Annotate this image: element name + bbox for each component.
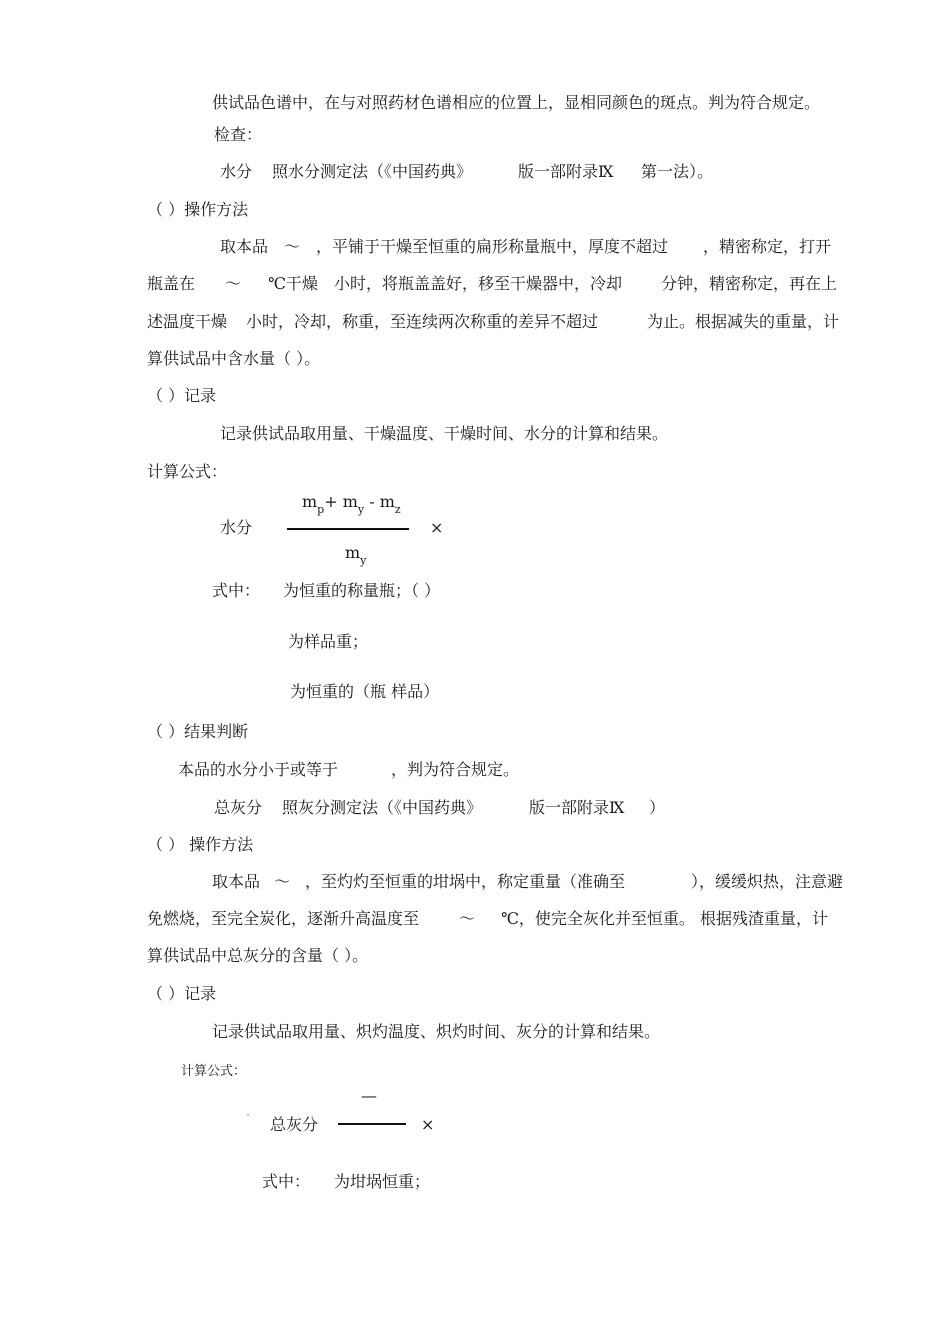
ash-op-line3: 算供试品中总灰分的含量（ ）。 [147,946,369,965]
ash-title: 总灰分 [214,798,263,817]
where-line-3: 为恒重的（瓶 样品） [290,682,440,701]
ash-op-heading: （ ） 操作方法 [147,835,254,854]
formula-label-ash: 总灰分 [270,1115,319,1134]
ash-record-heading: （ ）记录 [147,984,217,1003]
water-op-line2e: 分钟，精密称定，再在上 [661,274,838,293]
ash-calc-label: 计算公式： [181,1064,247,1079]
water-op-line3c: 为止。根据减失的重量，计 [647,312,840,331]
water-title: 水分 [220,162,253,181]
water-op-line2d: 小时，将瓶盖盖好，移至干燥器中，冷却 [334,274,623,293]
water-op-line4: 算供试品中含水量（ ）。 [147,349,321,368]
water-op-line1b: ～ [284,237,301,256]
ash-op-line1b: ～ [274,872,291,891]
ash-fraction-bar [338,1123,406,1125]
ash-edition: 版一部附录Ⅸ [529,798,625,817]
ash-close: ） [649,798,666,817]
water-record-text: 记录供试品取用量、干燥温度、干燥时间、水分的计算和结果。 [220,424,669,443]
stray-dot: · [246,1108,251,1123]
ash-times-sign: × [421,1115,435,1134]
where-line-1: 为恒重的称量瓶；（ ） [283,581,441,600]
water-calc-label: 计算公式： [147,462,228,481]
ash-op-line1d: ），缓缓炽热，注意避 [691,872,844,891]
water-method: 照水分测定法（《中国药典》 [272,162,473,181]
where-label: 式中： [212,581,261,600]
water-op-line2a: 瓶盖在 [147,274,196,293]
water-op-line1a: 取本品 [220,237,269,256]
water-result-heading: （ ）结果判断 [147,722,249,741]
ash-op-line2a: 免燃烧，至完全炭化，逐渐升高温度至 [147,909,420,928]
ash-formula-dash: — [361,1086,377,1105]
water-op-line2b: ～ [225,274,242,293]
water-op-heading: （ ）操作方法 [147,200,249,219]
paragraph-tlc-result: 供试品色谱中，在与对照药材色谱相应的位置上，显相同颜色的斑点。判为符合规定。 [212,93,821,112]
times-sign: × [430,518,444,537]
water-op-line3b: 小时，冷却，称重，至连续两次称重的差异不超过 [246,312,599,331]
ash-record-text: 记录供试品取用量、炽灼温度、炽灼时间、灰分的计算和结果。 [212,1022,661,1041]
formula-label-water: 水分 [220,518,253,537]
where-line-2: 为样品重； [288,632,369,651]
ash-op-line2c: ℃，使完全灰化并至恒重。 根据残渣重量，计 [501,909,828,928]
ash-op-line1c: ，至灼灼至恒重的坩埚中，称定重量（准确至 [305,872,626,891]
ash-where-line-1: 为坩埚恒重； [334,1172,431,1191]
formula-denominator: $m_y$ [345,543,367,567]
water-op-line1d: ，精密称定，打开 [703,237,832,256]
water-part: 第一法）。 [641,162,714,181]
water-op-line3a: 述温度干燥 [147,312,228,331]
water-edition: 版一部附录Ⅸ [518,162,614,181]
ash-method: 照灰分测定法（《中国药典》 [282,798,483,817]
water-op-line2c: ℃干燥 [268,274,318,293]
ash-where-label: 式中： [262,1172,311,1191]
ash-op-line1a: 取本品 [212,872,261,891]
formula-numerator: $m_p+ m_y - m_z$ [302,492,401,516]
ash-op-line2b: ～ [459,909,476,928]
water-op-line1c: ，平铺于干燥至恒重的扁形称量瓶中，厚度不超过 [316,237,669,256]
water-record-heading: （ ）记录 [147,386,217,405]
fraction-bar [287,528,409,530]
section-inspection: 检查： [214,125,263,144]
water-result-b: ，判为符合规定。 [391,760,520,779]
water-result-a: 本品的水分小于或等于 [178,760,339,779]
